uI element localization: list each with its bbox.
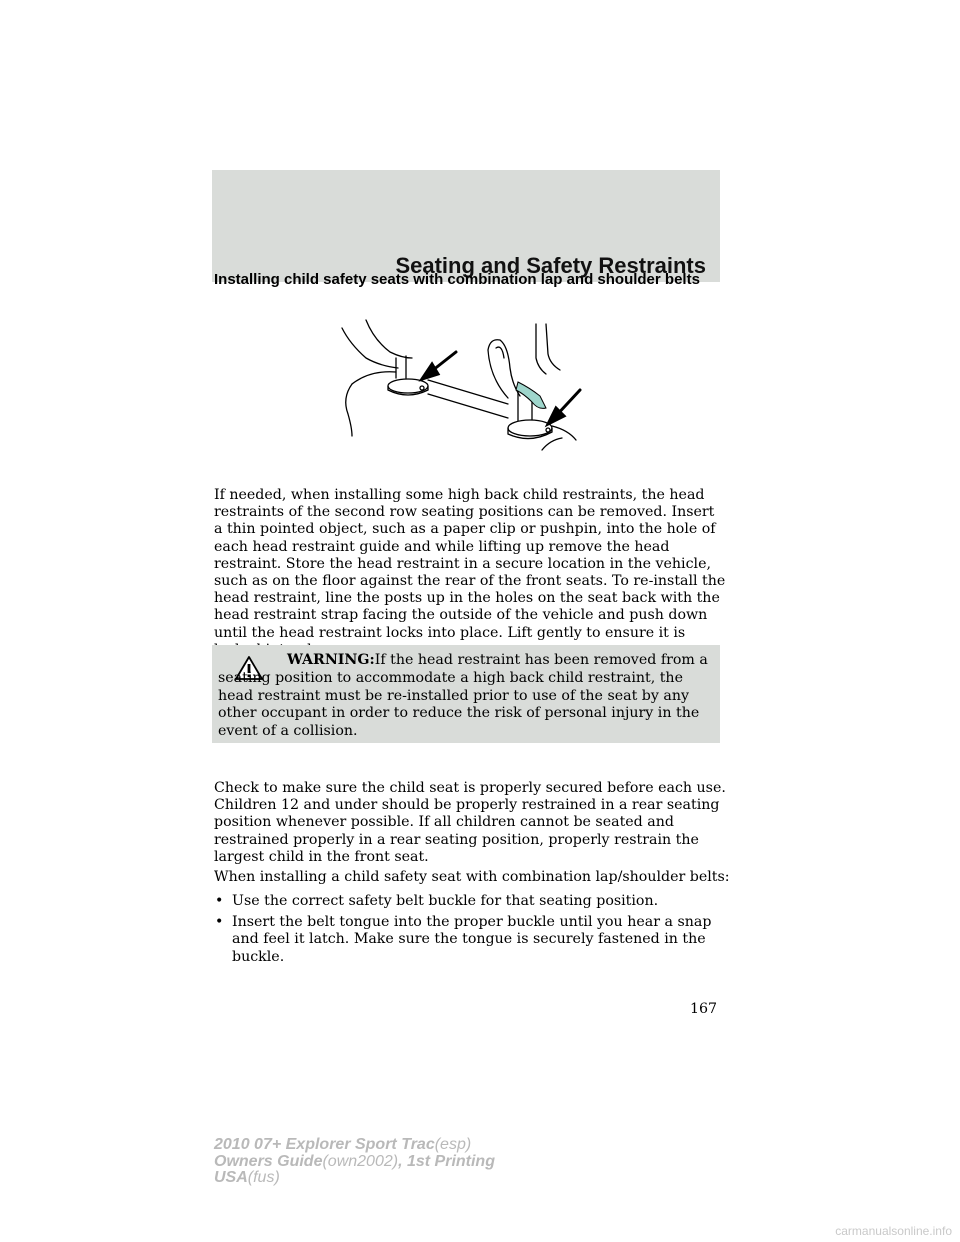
footer-market: USA — [214, 1169, 248, 1186]
warning-box — [212, 645, 720, 743]
warning-text — [218, 652, 718, 741]
warning-label: WARNING: — [287, 652, 375, 668]
bullet-text: Use the correct safety belt buckle for that seating position. — [232, 893, 659, 909]
bullet-mark: • — [215, 914, 224, 931]
footer-printing: , 1st Printing — [398, 1152, 495, 1170]
footer-model: 2010 07+ Explorer Sport Trac — [214, 1136, 435, 1153]
bullet-mark: • — [215, 893, 224, 909]
instructions-paragraph: If needed, when installing some high back child restraints, the head restraints of the second row seating positions can be removed. Insert a thin pointed object, such as a paper clip or pushpin, into the hole of each head restraint guide and while lifting up remove the head restraint. Store the head restraint in a secure location in the vehicle, such as on the floor against the rear of the front seats. To re-install the head restraint, line the posts up in the holes on the seat back with the head restraint strap facing the outside of the vehicle and push down until the head restraint locks into place. Lift gently to ensure it is — [214, 487, 726, 641]
warning-body: If the head restraint has been removed from a seating position to accommodate a high back child restraint, the head restraint must be re-installed prior to use of the seat by any other occupant in order to reduce the risk of personal injury in the event of a collision. — [218, 652, 708, 740]
footer-model-code: (esp) — [434, 1136, 472, 1153]
section-heading: Installing child safety seats with combination lap and shoulder belts — [214, 271, 700, 288]
list-item — [214, 914, 734, 966]
bullet-list — [214, 893, 734, 970]
bullet-text: Insert the belt tongue into the proper buckle until you hear a snap and feel it latch. Make sure the tongue is securely fastened in the buckle. — [232, 914, 712, 965]
footer-market-code: (fus) — [247, 1169, 280, 1186]
header-band — [212, 170, 720, 282]
head-restraint-illustration — [340, 318, 600, 460]
page-number: 167 — [690, 1001, 718, 1017]
list-item — [214, 893, 734, 910]
footer-guide-title: Owners Guide — [214, 1152, 323, 1170]
footer-guide-code: (own2002) — [322, 1152, 399, 1170]
installing-intro: When installing a child safety seat with combination lap/shoulder belts: — [214, 869, 730, 885]
footer — [214, 1137, 495, 1187]
page-title: Seating and Safety Restraints — [395, 253, 706, 278]
watermark: carmanualsonline.info — [835, 1224, 952, 1238]
check-paragraph: Check to make sure the child seat is properly secured before each use. Children 12 and under should be properly restrained in a rear seating position whenever possible. If all children cannot be seated and restrained properly in a rear seating position, properly restrain the largest child in the front seat. — [214, 780, 726, 865]
